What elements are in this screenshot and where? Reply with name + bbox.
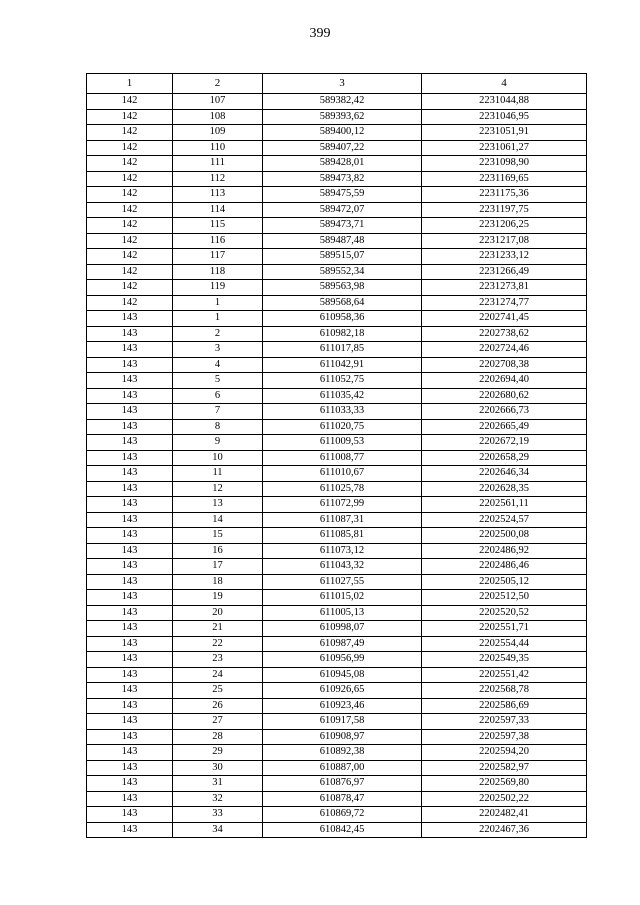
table-row bbox=[87, 264, 587, 280]
table-cell-col-3: 589473,71 bbox=[263, 218, 422, 234]
table-cell-col-3: 589475,59 bbox=[263, 187, 422, 203]
table-cell-col-3: 610892,38 bbox=[263, 745, 422, 761]
table-row bbox=[87, 140, 587, 156]
table-cell-col-2: 117 bbox=[173, 249, 263, 265]
table-cell-col-2: 119 bbox=[173, 280, 263, 296]
table-cell-col-3: 589400,12 bbox=[263, 125, 422, 141]
table-cell-col-1: 142 bbox=[87, 202, 173, 218]
table-cell-col-4: 2202512,50 bbox=[422, 590, 587, 606]
table-row bbox=[87, 590, 587, 606]
table-cell-col-2: 19 bbox=[173, 590, 263, 606]
table-cell-col-1: 143 bbox=[87, 435, 173, 451]
table-cell-col-2: 112 bbox=[173, 171, 263, 187]
table-cell-col-4: 2231273,81 bbox=[422, 280, 587, 296]
table-cell-col-1: 143 bbox=[87, 497, 173, 513]
table-cell-col-4: 2202646,34 bbox=[422, 466, 587, 482]
table-cell-col-3: 610987,49 bbox=[263, 636, 422, 652]
table-row bbox=[87, 218, 587, 234]
table-cell-col-4: 2202672,19 bbox=[422, 435, 587, 451]
table-cell-col-3: 611015,02 bbox=[263, 590, 422, 606]
table-cell-col-3: 589472,07 bbox=[263, 202, 422, 218]
table-row bbox=[87, 109, 587, 125]
table-cell-col-4: 2202597,38 bbox=[422, 729, 587, 745]
table-cell-col-4: 2202561,11 bbox=[422, 497, 587, 513]
table-cell-col-3: 611027,55 bbox=[263, 574, 422, 590]
table-row bbox=[87, 497, 587, 513]
table-row bbox=[87, 156, 587, 172]
table-cell-col-1: 143 bbox=[87, 311, 173, 327]
table-cell-col-3: 610998,07 bbox=[263, 621, 422, 637]
table-cell-col-1: 143 bbox=[87, 388, 173, 404]
table-cell-col-1: 143 bbox=[87, 466, 173, 482]
table-cell-col-1: 143 bbox=[87, 590, 173, 606]
table-cell-col-2: 108 bbox=[173, 109, 263, 125]
table-cell-col-4: 2231044,88 bbox=[422, 94, 587, 110]
table-cell-col-4: 2202500,08 bbox=[422, 528, 587, 544]
table-cell-col-4: 2202582,97 bbox=[422, 760, 587, 776]
table-cell-col-2: 33 bbox=[173, 807, 263, 823]
table-row bbox=[87, 435, 587, 451]
table-row bbox=[87, 636, 587, 652]
table-cell-col-4: 2231206,25 bbox=[422, 218, 587, 234]
table-cell-col-4: 2202568,78 bbox=[422, 683, 587, 699]
table-cell-col-3: 589487,48 bbox=[263, 233, 422, 249]
table-row bbox=[87, 450, 587, 466]
table-cell-col-2: 30 bbox=[173, 760, 263, 776]
table-cell-col-4: 2202569,80 bbox=[422, 776, 587, 792]
table-cell-col-4: 2231274,77 bbox=[422, 295, 587, 311]
table-cell-col-1: 142 bbox=[87, 94, 173, 110]
table-row bbox=[87, 652, 587, 668]
table-cell-col-1: 143 bbox=[87, 791, 173, 807]
table-row bbox=[87, 512, 587, 528]
table-cell-col-2: 26 bbox=[173, 698, 263, 714]
table-cell-col-4: 2231051,91 bbox=[422, 125, 587, 141]
table-cell-col-4: 2202724,46 bbox=[422, 342, 587, 358]
table-row bbox=[87, 791, 587, 807]
table-cell-col-1: 143 bbox=[87, 357, 173, 373]
table-cell-col-1: 142 bbox=[87, 187, 173, 203]
table-cell-col-3: 611025,78 bbox=[263, 481, 422, 497]
table-cell-col-1: 142 bbox=[87, 280, 173, 296]
table-row bbox=[87, 342, 587, 358]
table-row bbox=[87, 574, 587, 590]
table-row bbox=[87, 311, 587, 327]
table-body bbox=[87, 94, 587, 838]
table-cell-col-2: 20 bbox=[173, 605, 263, 621]
table-cell-col-3: 610945,08 bbox=[263, 667, 422, 683]
table-row bbox=[87, 295, 587, 311]
table-cell-col-1: 142 bbox=[87, 264, 173, 280]
table-cell-col-3: 610908,97 bbox=[263, 729, 422, 745]
table-cell-col-1: 143 bbox=[87, 543, 173, 559]
table-cell-col-3: 610982,18 bbox=[263, 326, 422, 342]
table-cell-col-1: 143 bbox=[87, 822, 173, 838]
table-cell-col-2: 21 bbox=[173, 621, 263, 637]
table-cell-col-4: 2202666,73 bbox=[422, 404, 587, 420]
table-cell-col-2: 16 bbox=[173, 543, 263, 559]
table-cell-col-3: 611009,53 bbox=[263, 435, 422, 451]
header-col-2: 2 bbox=[173, 74, 263, 94]
table-cell-col-1: 142 bbox=[87, 171, 173, 187]
table-cell-col-2: 118 bbox=[173, 264, 263, 280]
table-cell-col-3: 589428,01 bbox=[263, 156, 422, 172]
table-cell-col-3: 610917,58 bbox=[263, 714, 422, 730]
table-row bbox=[87, 357, 587, 373]
table-cell-col-4: 2231169,65 bbox=[422, 171, 587, 187]
table-cell-col-2: 107 bbox=[173, 94, 263, 110]
table-cell-col-3: 589552,34 bbox=[263, 264, 422, 280]
table-cell-col-3: 610876,97 bbox=[263, 776, 422, 792]
table-row bbox=[87, 249, 587, 265]
table-cell-col-4: 2202524,57 bbox=[422, 512, 587, 528]
table-cell-col-2: 6 bbox=[173, 388, 263, 404]
table-cell-col-4: 2231217,08 bbox=[422, 233, 587, 249]
table-cell-col-1: 142 bbox=[87, 218, 173, 234]
table-cell-col-4: 2202482,41 bbox=[422, 807, 587, 823]
table-cell-col-1: 143 bbox=[87, 481, 173, 497]
table-header bbox=[87, 74, 587, 94]
table-cell-col-1: 143 bbox=[87, 636, 173, 652]
table-row bbox=[87, 543, 587, 559]
table-cell-col-4: 2202658,29 bbox=[422, 450, 587, 466]
table-row bbox=[87, 373, 587, 389]
table-row bbox=[87, 404, 587, 420]
table-cell-col-4: 2202738,62 bbox=[422, 326, 587, 342]
table-cell-col-2: 7 bbox=[173, 404, 263, 420]
table-cell-col-4: 2202554,44 bbox=[422, 636, 587, 652]
table-row bbox=[87, 326, 587, 342]
table-cell-col-3: 611033,33 bbox=[263, 404, 422, 420]
table-row bbox=[87, 776, 587, 792]
table-row bbox=[87, 202, 587, 218]
table-cell-col-2: 29 bbox=[173, 745, 263, 761]
table-row bbox=[87, 481, 587, 497]
table-cell-col-4: 2202549,35 bbox=[422, 652, 587, 668]
table-cell-col-1: 142 bbox=[87, 249, 173, 265]
table-cell-col-2: 110 bbox=[173, 140, 263, 156]
table-row bbox=[87, 280, 587, 296]
table-cell-col-4: 2202520,52 bbox=[422, 605, 587, 621]
table-cell-col-4: 2202694,40 bbox=[422, 373, 587, 389]
table-cell-col-3: 611005,13 bbox=[263, 605, 422, 621]
table-cell-col-1: 143 bbox=[87, 404, 173, 420]
table-cell-col-3: 589515,07 bbox=[263, 249, 422, 265]
table-cell-col-2: 22 bbox=[173, 636, 263, 652]
table-row bbox=[87, 683, 587, 699]
table-cell-col-1: 143 bbox=[87, 621, 173, 637]
table-cell-col-3: 589563,98 bbox=[263, 280, 422, 296]
table-row bbox=[87, 94, 587, 110]
table-cell-col-2: 5 bbox=[173, 373, 263, 389]
table-cell-col-2: 27 bbox=[173, 714, 263, 730]
table-cell-col-2: 24 bbox=[173, 667, 263, 683]
table-cell-col-4: 2231046,95 bbox=[422, 109, 587, 125]
table-cell-col-2: 109 bbox=[173, 125, 263, 141]
table-cell-col-1: 143 bbox=[87, 667, 173, 683]
table-cell-col-4: 2231266,49 bbox=[422, 264, 587, 280]
table-row bbox=[87, 419, 587, 435]
table-cell-col-2: 1 bbox=[173, 295, 263, 311]
table-cell-col-1: 143 bbox=[87, 729, 173, 745]
table-cell-col-2: 8 bbox=[173, 419, 263, 435]
table-cell-col-3: 611010,67 bbox=[263, 466, 422, 482]
table-cell-col-4: 2202551,71 bbox=[422, 621, 587, 637]
table-row bbox=[87, 760, 587, 776]
table-cell-col-3: 589407,22 bbox=[263, 140, 422, 156]
table-cell-col-1: 143 bbox=[87, 326, 173, 342]
table-cell-col-1: 143 bbox=[87, 760, 173, 776]
table-cell-col-3: 610958,36 bbox=[263, 311, 422, 327]
table-cell-col-1: 143 bbox=[87, 419, 173, 435]
table-row bbox=[87, 621, 587, 637]
table-cell-col-4: 2202502,22 bbox=[422, 791, 587, 807]
table-cell-col-1: 142 bbox=[87, 295, 173, 311]
table-cell-col-1: 143 bbox=[87, 698, 173, 714]
table-cell-col-3: 610887,00 bbox=[263, 760, 422, 776]
table-cell-col-2: 114 bbox=[173, 202, 263, 218]
table-row bbox=[87, 667, 587, 683]
table-cell-col-1: 143 bbox=[87, 373, 173, 389]
table-row bbox=[87, 745, 587, 761]
table-cell-col-2: 28 bbox=[173, 729, 263, 745]
table-cell-col-4: 2231061,27 bbox=[422, 140, 587, 156]
table-cell-col-3: 610956,99 bbox=[263, 652, 422, 668]
table-cell-col-3: 611042,91 bbox=[263, 357, 422, 373]
table-cell-col-2: 113 bbox=[173, 187, 263, 203]
table-cell-col-4: 2202628,35 bbox=[422, 481, 587, 497]
table-cell-col-2: 13 bbox=[173, 497, 263, 513]
table-cell-col-1: 143 bbox=[87, 450, 173, 466]
table-cell-col-3: 611017,85 bbox=[263, 342, 422, 358]
table-row bbox=[87, 714, 587, 730]
table-cell-col-3: 589382,42 bbox=[263, 94, 422, 110]
table-cell-col-2: 1 bbox=[173, 311, 263, 327]
table-cell-col-1: 143 bbox=[87, 528, 173, 544]
table-cell-col-2: 115 bbox=[173, 218, 263, 234]
table-cell-col-2: 116 bbox=[173, 233, 263, 249]
table-cell-col-3: 610842,45 bbox=[263, 822, 422, 838]
table-cell-col-2: 15 bbox=[173, 528, 263, 544]
table-row bbox=[87, 125, 587, 141]
table-cell-col-3: 611020,75 bbox=[263, 419, 422, 435]
table-row bbox=[87, 233, 587, 249]
table-cell-col-1: 142 bbox=[87, 125, 173, 141]
table-cell-col-2: 111 bbox=[173, 156, 263, 172]
table-cell-col-1: 142 bbox=[87, 109, 173, 125]
table-cell-col-4: 2202467,36 bbox=[422, 822, 587, 838]
header-row bbox=[87, 74, 587, 94]
table-cell-col-4: 2231175,36 bbox=[422, 187, 587, 203]
table-cell-col-4: 2202594,20 bbox=[422, 745, 587, 761]
table-cell-col-4: 2202551,42 bbox=[422, 667, 587, 683]
table-cell-col-1: 142 bbox=[87, 140, 173, 156]
table-cell-col-4: 2202708,38 bbox=[422, 357, 587, 373]
page-number: 399 bbox=[309, 26, 331, 41]
table-cell-col-4: 2202486,46 bbox=[422, 559, 587, 575]
table-cell-col-1: 143 bbox=[87, 342, 173, 358]
table-cell-col-1: 143 bbox=[87, 776, 173, 792]
table-row bbox=[87, 822, 587, 838]
table-cell-col-3: 589568,64 bbox=[263, 295, 422, 311]
table-cell-col-4: 2202680,62 bbox=[422, 388, 587, 404]
table-cell-col-3: 611073,12 bbox=[263, 543, 422, 559]
table-cell-col-2: 34 bbox=[173, 822, 263, 838]
table-cell-col-2: 31 bbox=[173, 776, 263, 792]
table-cell-col-1: 143 bbox=[87, 745, 173, 761]
table-cell-col-1: 143 bbox=[87, 512, 173, 528]
table-cell-col-1: 143 bbox=[87, 714, 173, 730]
table-row bbox=[87, 171, 587, 187]
table-cell-col-3: 611043,32 bbox=[263, 559, 422, 575]
table-cell-col-4: 2202505,12 bbox=[422, 574, 587, 590]
table-cell-col-4: 2202665,49 bbox=[422, 419, 587, 435]
table-cell-col-1: 143 bbox=[87, 683, 173, 699]
table-cell-col-2: 12 bbox=[173, 481, 263, 497]
table-row bbox=[87, 605, 587, 621]
table-cell-col-1: 142 bbox=[87, 233, 173, 249]
table-row bbox=[87, 729, 587, 745]
table-cell-col-3: 611085,81 bbox=[263, 528, 422, 544]
table-cell-col-1: 143 bbox=[87, 574, 173, 590]
table-cell-col-1: 143 bbox=[87, 807, 173, 823]
header-col-1: 1 bbox=[87, 74, 173, 94]
header-col-4: 4 bbox=[422, 74, 587, 94]
table-row bbox=[87, 388, 587, 404]
table-cell-col-3: 589473,82 bbox=[263, 171, 422, 187]
table-cell-col-3: 610923,46 bbox=[263, 698, 422, 714]
table-row bbox=[87, 528, 587, 544]
table-cell-col-4: 2231197,75 bbox=[422, 202, 587, 218]
table-row bbox=[87, 559, 587, 575]
coordinates-table bbox=[86, 73, 587, 838]
table-cell-col-1: 142 bbox=[87, 156, 173, 172]
table-cell-col-3: 611008,77 bbox=[263, 450, 422, 466]
table-row bbox=[87, 466, 587, 482]
header-col-3: 3 bbox=[263, 74, 422, 94]
table-cell-col-4: 2202597,33 bbox=[422, 714, 587, 730]
table-cell-col-3: 611035,42 bbox=[263, 388, 422, 404]
table-cell-col-2: 11 bbox=[173, 466, 263, 482]
table-cell-col-4: 2202486,92 bbox=[422, 543, 587, 559]
table-cell-col-3: 610878,47 bbox=[263, 791, 422, 807]
table-cell-col-4: 2202741,45 bbox=[422, 311, 587, 327]
table-cell-col-3: 589393,62 bbox=[263, 109, 422, 125]
table-cell-col-2: 18 bbox=[173, 574, 263, 590]
table-cell-col-4: 2231098,90 bbox=[422, 156, 587, 172]
table-cell-col-3: 611072,99 bbox=[263, 497, 422, 513]
table-cell-col-1: 143 bbox=[87, 605, 173, 621]
table-row bbox=[87, 187, 587, 203]
table-cell-col-2: 10 bbox=[173, 450, 263, 466]
table-cell-col-2: 3 bbox=[173, 342, 263, 358]
table-cell-col-2: 17 bbox=[173, 559, 263, 575]
table-cell-col-2: 9 bbox=[173, 435, 263, 451]
table-cell-col-1: 143 bbox=[87, 652, 173, 668]
table-cell-col-3: 610869,72 bbox=[263, 807, 422, 823]
table-row bbox=[87, 698, 587, 714]
table-cell-col-3: 611087,31 bbox=[263, 512, 422, 528]
table-row bbox=[87, 807, 587, 823]
table-cell-col-3: 611052,75 bbox=[263, 373, 422, 389]
table-cell-col-2: 23 bbox=[173, 652, 263, 668]
table-cell-col-4: 2202586,69 bbox=[422, 698, 587, 714]
table-cell-col-2: 4 bbox=[173, 357, 263, 373]
table-cell-col-2: 14 bbox=[173, 512, 263, 528]
table-cell-col-3: 610926,65 bbox=[263, 683, 422, 699]
table-cell-col-2: 25 bbox=[173, 683, 263, 699]
table-cell-col-2: 2 bbox=[173, 326, 263, 342]
table-cell-col-1: 143 bbox=[87, 559, 173, 575]
table-cell-col-2: 32 bbox=[173, 791, 263, 807]
table-cell-col-4: 2231233,12 bbox=[422, 249, 587, 265]
